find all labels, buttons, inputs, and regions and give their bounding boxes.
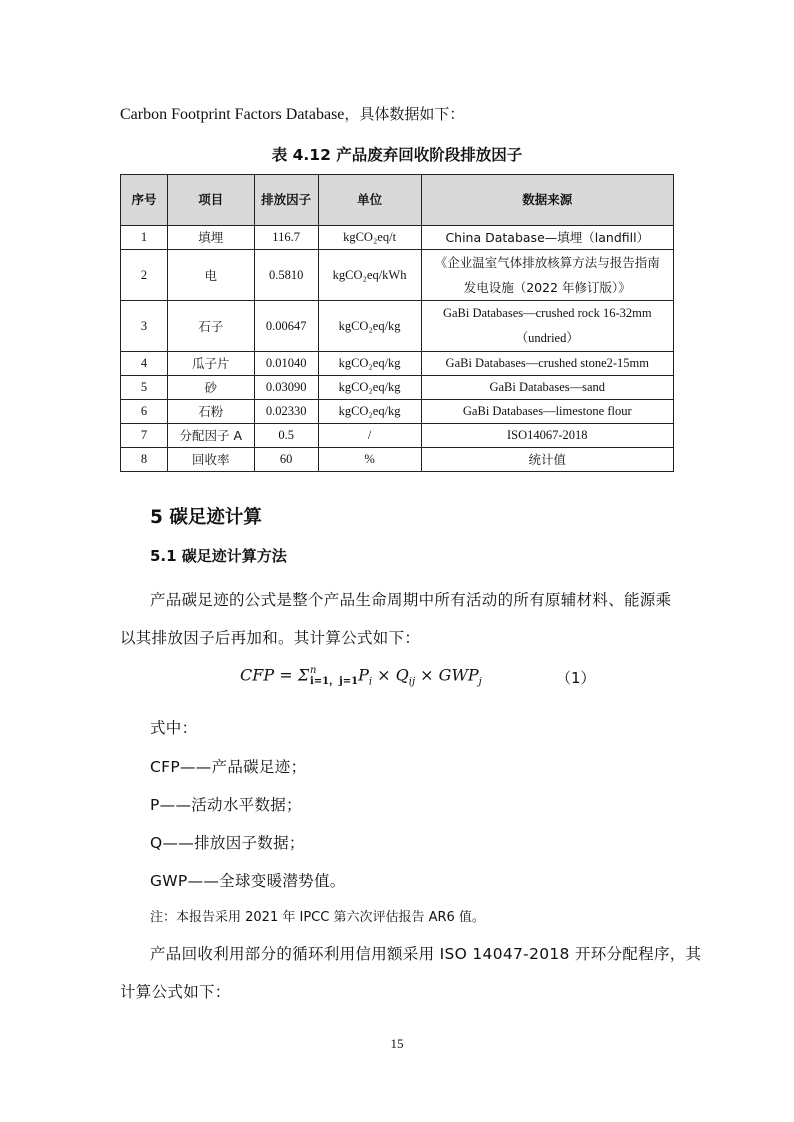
formula-q: × Q xyxy=(372,665,409,685)
cell-unit: % xyxy=(318,448,421,472)
equation-number: （1） xyxy=(556,669,596,687)
table-row xyxy=(121,226,674,250)
cell-unit: kgCO₂eq/kg xyxy=(318,352,421,376)
formula-gwp-sub: j xyxy=(478,676,482,688)
cell-item: 分配因子 A xyxy=(167,424,254,448)
cell-item: 电 xyxy=(167,250,254,301)
cell-item: 石粉 xyxy=(167,400,254,424)
cell-index: 7 xyxy=(121,424,168,448)
cell-unit: / xyxy=(318,424,421,448)
cfp-formula xyxy=(240,665,482,688)
cell-item: 砂 xyxy=(167,376,254,400)
cell-unit: kgCO₂eq/kg xyxy=(318,400,421,424)
table-row xyxy=(121,301,674,352)
cell-index: 4 xyxy=(121,352,168,376)
cell-factor: 0.02330 xyxy=(254,400,318,424)
definition-cfp: CFP——产品碳足迹； xyxy=(150,758,307,776)
cell-unit: kgCO₂eq/t xyxy=(318,226,421,250)
cell-factor: 60 xyxy=(254,448,318,472)
table-caption: 表 4.12 产品废弃回收阶段排放因子 xyxy=(271,146,523,164)
formula-p-sub: i xyxy=(368,676,373,688)
formula-p: P xyxy=(358,665,369,685)
cell-index: 1 xyxy=(121,226,168,250)
paragraph-2-line-2: 计算公式如下： xyxy=(120,983,231,1001)
formula-q-sub: ij xyxy=(408,676,416,688)
cell-index: 8 xyxy=(121,448,168,472)
formula-gwp: × GWP xyxy=(415,665,479,685)
cell-source: 《企业温室气体排放核算方法与报告指南 发电设施（2022 年修订版）》 xyxy=(421,250,673,301)
cell-factor: 0.01040 xyxy=(254,352,318,376)
cell-source: China Database—填埋（landfill） xyxy=(421,226,673,250)
cell-index: 5 xyxy=(121,376,168,400)
cell-item: 瓜子片 xyxy=(167,352,254,376)
cell-item: 石子 xyxy=(167,301,254,352)
cell-factor: 0.5 xyxy=(254,424,318,448)
header-index: 序号 xyxy=(121,175,168,226)
table-row xyxy=(121,352,674,376)
where-label: 式中： xyxy=(150,719,198,737)
cell-factor: 0.00647 xyxy=(254,301,318,352)
intro-line xyxy=(120,103,464,124)
intro-suffix: ，具体数据如下： xyxy=(344,105,465,123)
cell-source: 统计值 xyxy=(421,448,673,472)
paragraph-1-line-2: 以其排放因子后再加和。其计算公式如下： xyxy=(120,629,421,647)
cell-index: 3 xyxy=(121,301,168,352)
header-source: 数据来源 xyxy=(421,175,673,226)
emission-factor-table xyxy=(120,174,674,472)
paragraph-1-line-1: 产品碳足迹的公式是整个产品生命周期中所有活动的所有原辅材料、能源乘 xyxy=(150,591,672,609)
cell-source: GaBi Databases—sand xyxy=(421,376,673,400)
table-row xyxy=(121,400,674,424)
definition-gwp: GWP——全球变暖潜势值。 xyxy=(150,872,346,890)
cell-factor: 116.7 xyxy=(254,226,318,250)
header-item: 项目 xyxy=(167,175,254,226)
cell-index: 6 xyxy=(121,400,168,424)
table-row xyxy=(121,424,674,448)
cell-source: ISO14067-2018 xyxy=(421,424,673,448)
page-number: 15 xyxy=(390,1036,404,1051)
paragraph-2-line-1: 产品回收利用部分的循环利用信用额采用 ISO 14047-2018 开环分配程序，其 xyxy=(150,945,702,963)
subsection-heading: 5.1 碳足迹计算方法 xyxy=(150,547,287,565)
section-heading: 5 碳足迹计算 xyxy=(150,507,262,528)
formula-lhs: CFP = Σ xyxy=(240,665,309,685)
cell-factor: 0.03090 xyxy=(254,376,318,400)
table-row xyxy=(121,448,674,472)
header-factor: 排放因子 xyxy=(254,175,318,226)
cell-unit: kgCO₂eq/kg xyxy=(318,376,421,400)
table-header-row xyxy=(121,175,674,226)
formula-sum-upper: n xyxy=(310,665,317,676)
footnote: 注：本报告采用 2021 年 IPCC 第六次评估报告 AR6 值。 xyxy=(150,910,485,925)
cell-item: 回收率 xyxy=(167,448,254,472)
cell-item: 填埋 xyxy=(167,226,254,250)
header-unit: 单位 xyxy=(318,175,421,226)
definition-q: Q——排放因子数据； xyxy=(150,834,305,852)
intro-database-name: Carbon Footprint Factors Database xyxy=(120,106,345,123)
cell-source: GaBi Databases—crushed stone2-15mm xyxy=(421,352,673,376)
cell-source: GaBi Databases—crushed rock 16-32mm（undried） xyxy=(421,301,673,352)
cell-index: 2 xyxy=(121,250,168,301)
definition-p: P——活动水平数据； xyxy=(150,796,302,814)
cell-factor: 0.5810 xyxy=(254,250,318,301)
cell-source: GaBi Databases—limestone flour xyxy=(421,400,673,424)
table-row xyxy=(121,376,674,400)
cell-unit: kgCO₂eq/kWh xyxy=(318,250,421,301)
formula-sum-lower: i=1，j=1 xyxy=(310,676,359,687)
cell-unit: kgCO₂eq/kg xyxy=(318,301,421,352)
table-row xyxy=(121,250,674,301)
